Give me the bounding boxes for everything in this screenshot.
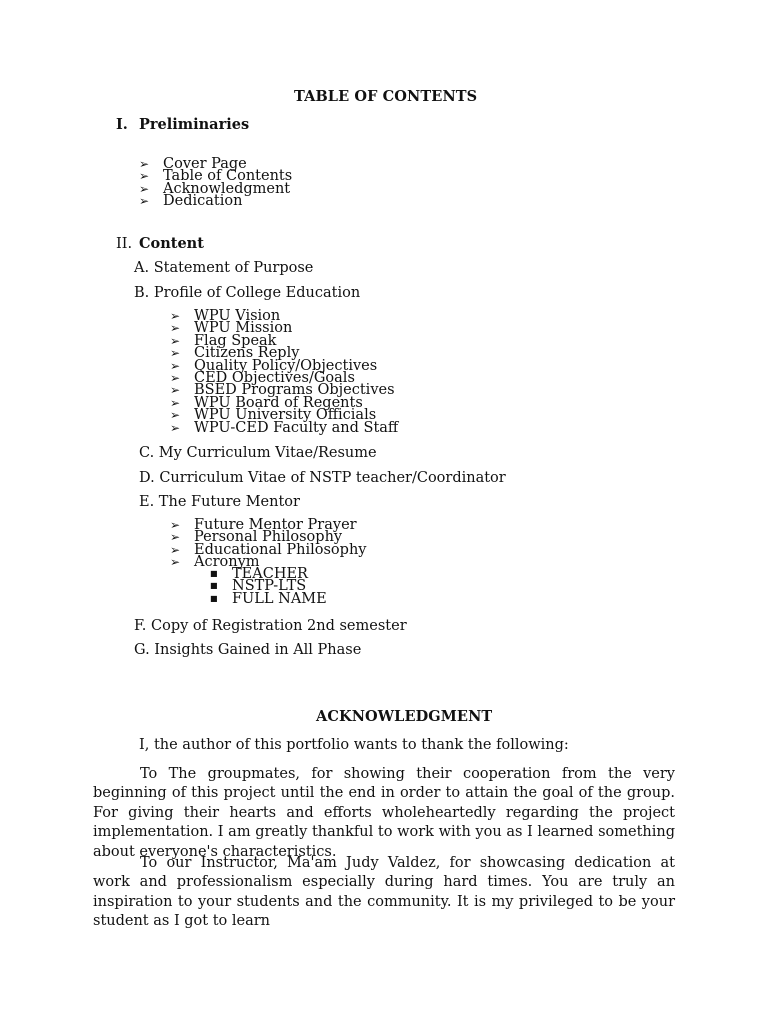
arrow-bullet-icon: ➢ [170,333,181,348]
future-mentor-sublist [170,519,366,569]
acknowledgment-intro: I, the author of this portfolio wants to thank the following: [139,737,569,753]
arrow-bullet-icon: ➢ [139,169,150,184]
arrow-bullet-icon: ➢ [139,194,150,209]
acknowledgment-paragraph: To our Instructor, Ma'am Judy Valdez, for showcasing dedication at work and professionalism especially during hard times. You are truly an inspiration to your students and the community. It is my privileged to be your student as I got to learn [93,855,675,930]
list-item-label: WPU Vision [194,308,281,324]
list-item-label: Future Mentor Prayer [194,517,357,533]
section-number: II. [116,236,133,252]
toc-entry-b: B. Profile of College Education [134,285,361,301]
arrow-bullet-icon: ➢ [170,358,181,373]
acknowledgment-paragraph: To The groupmates, for showing their cooperation from the very beginning of this project until the end in order to attain the goal of the group. For giving their hearts and efforts wholeheartedly regarding the project implementation. I am greatly thankful to work with you as I learned something about everyone's characteristics. [93,766,675,860]
toc-entry-a: A. Statement of Purpose [134,260,314,276]
square-bullet-icon: ■ [210,581,218,591]
list-item-label: WPU Mission [194,320,293,337]
arrow-bullet-icon: ➢ [170,370,181,385]
arrow-bullet-icon: ➢ [170,542,181,557]
list-item-label: Cover Page [163,156,247,172]
list-item-label: Acknowledgment [163,180,291,197]
list-item-label: Table of Contents [163,168,293,185]
list-item-label: WPU University Officials [194,407,377,424]
list-item [170,419,399,436]
list-item-label: Acronym [194,554,260,571]
list-item [210,590,327,607]
list-item-label: NSTP-LTS [232,578,307,595]
list-item-label: WPU Board of Regents [194,394,363,411]
section-number: I. [116,116,128,133]
square-bullet-icon: ■ [210,593,218,603]
toc-entry-g: G. Insights Gained in All Phase [134,642,362,658]
arrow-bullet-icon: ➢ [170,383,181,398]
toc-entry-f: F. Copy of Registration 2nd semester [134,618,407,634]
list-item-label: Citizens Reply [194,345,300,362]
preliminaries-list [139,158,292,208]
arrow-bullet-icon: ➢ [139,157,150,171]
toc-entry-e: E. The Future Mentor [139,494,300,510]
list-item-label: Personal Philosophy [194,529,343,546]
section-title: Preliminaries [139,116,250,133]
acronym-sublist [210,568,327,605]
arrow-bullet-icon: ➢ [170,395,181,410]
arrow-bullet-icon: ➢ [170,321,181,336]
list-item-label: CED Objectives/Goals [194,369,355,386]
list-item-label: Educational Philosophy [194,541,367,558]
profile-sublist [170,310,398,434]
arrow-bullet-icon: ➢ [170,530,181,545]
list-item-label: FULL NAME [232,590,327,607]
section-content-heading [116,235,204,252]
arrow-bullet-icon: ➢ [170,420,181,435]
list-item [139,193,292,210]
list-item-label: Dedication [163,193,243,210]
arrow-bullet-icon: ➢ [170,518,181,532]
arrow-bullet-icon: ➢ [170,346,181,361]
list-item-label: Quality Policy/Objectives [194,357,378,374]
arrow-bullet-icon: ➢ [139,181,150,196]
list-item-label: Flag Speak [194,332,277,349]
toc-entry-d: D. Curriculum Vitae of NSTP teacher/Coordinator [139,470,506,486]
arrow-bullet-icon: ➢ [170,555,181,570]
list-item-label: BSED Programs Objectives [194,382,395,399]
acknowledgment-title: ACKNOWLEDGMENT [316,708,493,725]
section-preliminaries-heading [116,116,249,133]
arrow-bullet-icon: ➢ [170,408,181,423]
arrow-bullet-icon: ➢ [170,309,181,323]
square-bullet-icon: ■ [210,569,218,578]
toc-entry-c: C. My Curriculum Vitae/Resume [139,445,377,461]
section-title: Content [139,235,204,252]
list-item-label: TEACHER [232,566,308,582]
list-item-label: WPU-CED Faculty and Staff [194,419,399,436]
toc-title: TABLE OF CONTENTS [294,88,478,105]
